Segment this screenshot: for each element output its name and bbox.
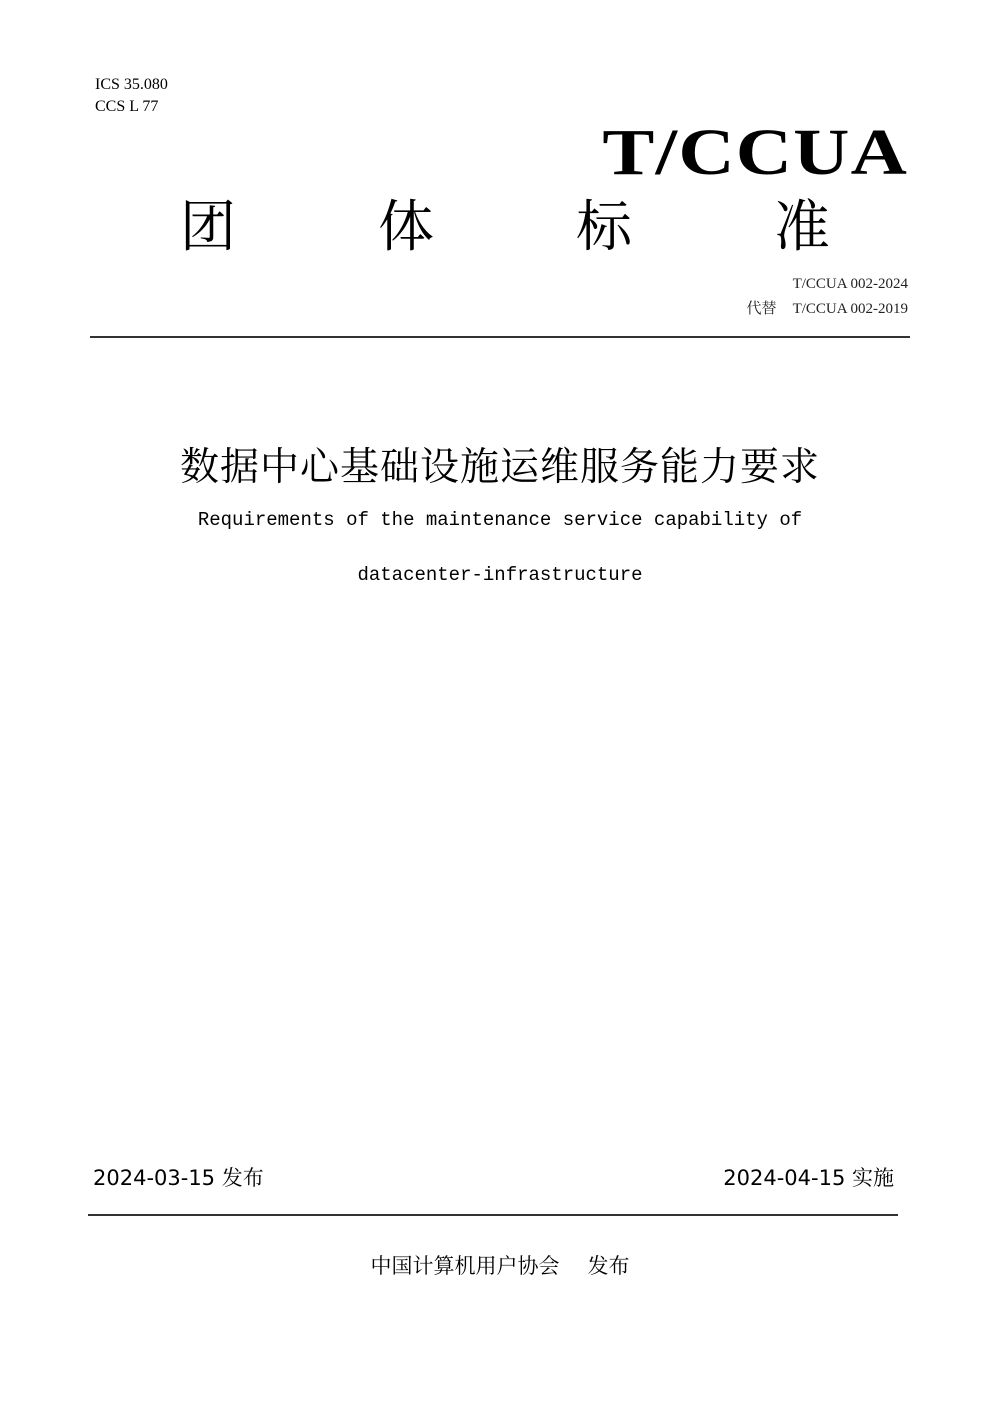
replaces-label: 代替 — [746, 299, 777, 317]
standard-type-char: 准 — [774, 195, 830, 260]
header-divider — [90, 336, 910, 338]
ics-code: ICS 35.080 — [95, 76, 168, 93]
publisher-name: 中国计算机用户协会 — [370, 1254, 560, 1278]
publisher-block — [0, 1252, 1000, 1280]
issue-date-block — [93, 1164, 264, 1192]
standard-brand: T/CCUA — [602, 116, 908, 189]
standard-type — [180, 196, 830, 260]
issue-date: 2024-03-15 — [93, 1166, 216, 1190]
footer-divider — [88, 1214, 898, 1216]
replaces-number: T/CCUA 002-2019 — [792, 301, 908, 317]
implementation-date: 2024-04-15 — [723, 1166, 846, 1190]
issue-label: 发布 — [221, 1166, 264, 1190]
classification-codes — [95, 74, 168, 118]
implementation-label: 实施 — [852, 1166, 894, 1190]
document-title-zh: 数据中心基础设施运维服务能力要求 — [179, 445, 820, 490]
standard-numbers — [747, 272, 908, 321]
implementation-date-block — [723, 1164, 894, 1192]
standard-type-char: 标 — [576, 195, 632, 260]
standard-number: T/CCUA 002-2024 — [792, 276, 908, 292]
standard-type-char: 团 — [180, 195, 236, 260]
document-title-en-line2: datacenter-infrastructure — [357, 564, 643, 586]
standard-type-char: 体 — [378, 195, 434, 260]
publisher-label: 发布 — [587, 1254, 630, 1278]
ccs-code: CCS L 77 — [95, 98, 159, 115]
document-title-en-line1: Requirements of the maintenance service capability of — [197, 509, 803, 531]
